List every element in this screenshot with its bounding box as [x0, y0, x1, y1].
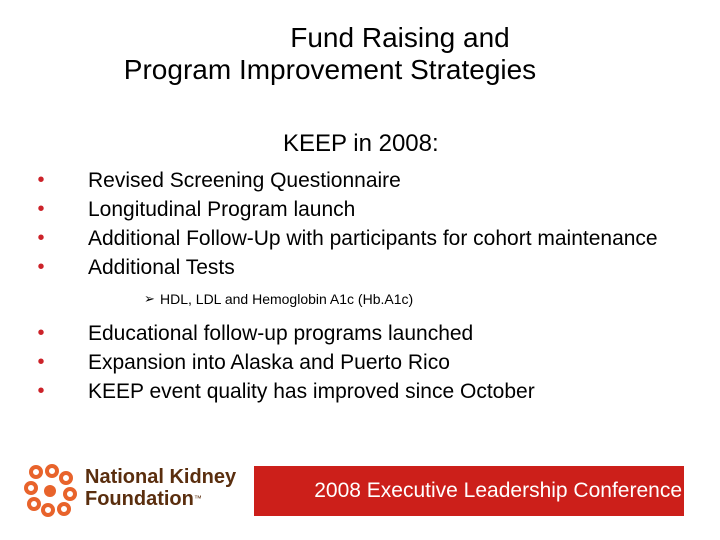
list-item-text: Revised Screening Questionnaire [88, 169, 401, 192]
bullet-icon: • [37, 351, 45, 373]
title-line-1: Fund Raising and [290, 22, 510, 53]
list-item-text: Additional Tests [88, 256, 235, 279]
bullet-list [30, 166, 690, 406]
bullet-icon: • [37, 169, 45, 191]
list-item [30, 195, 690, 224]
logo-wordmark [85, 466, 236, 510]
list-item-text: KEEP event quality has improved since October [88, 380, 535, 403]
list-item [30, 319, 690, 348]
sub-list-item-text: HDL, LDL and Hemoglobin A1c (Hb.A1c) [160, 291, 414, 307]
list-item [30, 348, 690, 377]
list-item [30, 166, 690, 195]
list-item [30, 377, 690, 406]
kidney-people-icon [22, 462, 82, 522]
list-item [30, 253, 690, 282]
sub-list-item [30, 288, 690, 310]
bullet-icon: • [37, 322, 45, 344]
conference-label: 2008 Executive Leadership Conference [314, 479, 682, 502]
arrow-bullet-icon: ➢ [144, 291, 155, 306]
conference-banner [254, 466, 684, 516]
list-item [30, 224, 690, 253]
bullet-icon: • [37, 380, 45, 402]
bullet-icon: • [37, 256, 45, 278]
slide-title [0, 22, 720, 86]
bullet-icon: • [37, 227, 45, 249]
title-line-2: Program Improvement Strategies [123, 54, 537, 85]
logo-line-1: National Kidney [85, 466, 237, 488]
logo-line-2: Foundation™ [85, 488, 202, 510]
list-item-text: Expansion into Alaska and Puerto Rico [88, 351, 450, 374]
list-item-text: Longitudinal Program launch [88, 198, 356, 221]
section-heading: KEEP in 2008: [283, 130, 439, 157]
trademark: ™ [193, 494, 202, 503]
list-item-text: Educational follow-up programs launched [88, 322, 474, 345]
nkf-logo [22, 462, 252, 522]
bullet-icon: • [37, 198, 45, 220]
list-item-text: Additional Follow-Up with participants for cohort maintenance [88, 227, 658, 250]
